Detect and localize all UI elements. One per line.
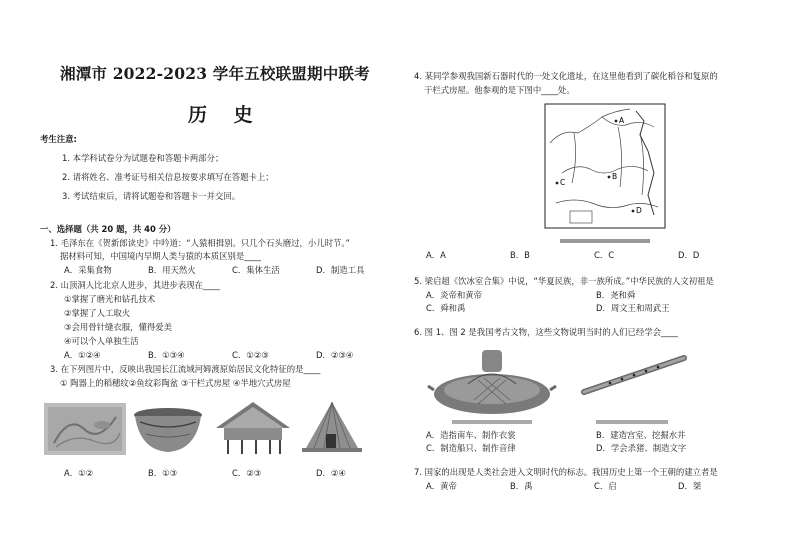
notice-item: 1. 本学科试卷分为试题卷和答题卡两部分； [62,153,224,163]
neolithic-sites-map [544,103,666,239]
page-title: 湘潭市 2022-2023 学年五校联盟期中联考 [60,64,370,83]
option-a[interactable]: A．黄帝 [426,481,457,491]
option-c[interactable]: C．C [594,250,615,260]
notice-heading: 考生注意: [40,134,77,144]
question-7-stem: 7. 国家的出现是人类社会进入文明时代的标志。我国历史上第一个王朝的建立者是 [414,467,718,477]
question-4-stem: 4. 某同学参观我国新石器时代的一处文化遗址，在这里他看到了碳化稻谷和复原的 [414,71,718,81]
figure-1-caption [452,420,532,424]
option-d[interactable]: D．制造工具 [316,265,365,275]
question-2-stem: 2. 山顶洞人比北京人进步，其进步表现在____ [50,280,220,290]
option-b[interactable]: B．用天然火 [148,265,196,275]
option-a[interactable]: A．A [426,250,446,260]
question-3-stem: 3. 在下列图片中，反映出我国长江流域河姆渡原始居民文化特征的是____ [50,364,321,374]
pig-shaped-pottery-image [426,346,558,420]
question-4-stem: 干栏式房屋。他参观的是下图中____处。 [424,85,575,95]
question-6-stem: 6. 图 1、图 2 是我国考古文物，这些文物说明当时的人们已经学会____ [414,327,678,337]
option-c[interactable]: C．舜和禹 [426,303,466,313]
rice-pattern-pottery-image [44,403,126,455]
option-a[interactable]: A．造指南车、制作衣裳 [426,430,516,440]
question-3-items: ① 陶器上的稻穗纹②鱼纹彩陶盆 ③干栏式房屋 ④半地穴式房屋 [60,378,291,388]
map-label-c: C [560,178,566,187]
map-label-a: A [619,116,625,125]
option-c[interactable]: C．集体生活 [232,265,280,275]
question-1-stem: 1. 毛泽东在《贺新郎读史》中吟道：“人猿相揖别。只几个石头磨过，小儿时节。” [50,238,350,248]
map-caption [560,239,650,243]
option-a[interactable]: A．炎帝和黄帝 [426,290,482,300]
option-b[interactable]: B．B [510,250,530,260]
figure-2-caption [596,420,668,424]
question-1-stem: 据材料可知，中国境内早期人类与猿的本质区别是____ [60,251,261,261]
option-b[interactable]: B．禹 [510,481,533,491]
fish-pattern-basin-image [132,406,204,454]
question-2-statement: ②掌握了人工取火 [64,308,131,318]
option-b[interactable]: B．尧和舜 [596,290,636,300]
option-b[interactable]: B．①③ [148,468,178,478]
map-label-b: B [612,172,618,181]
option-c[interactable]: C．制造船只、制作音律 [426,443,516,453]
bone-flute-image [580,352,688,398]
semi-subterranean-house-image [300,400,364,456]
notice-item: 2. 请将姓名、准考证号相关信息按要求填写在答题卡上； [62,172,274,182]
option-c[interactable]: C．①②③ [232,350,269,360]
option-d[interactable]: D．周文王和周武王 [596,303,670,313]
subject-title: 历 史 [188,104,263,126]
option-d[interactable]: D．学会杀猪、制造文字 [596,443,687,453]
option-c[interactable]: C．启 [594,481,617,491]
option-c[interactable]: C．②③ [232,468,262,478]
question-5-stem: 5. 梁启超《饮冰室合集》中说，“华夏民族，非一族所成。”中华民族的人文初祖是 [414,276,714,286]
map-label-d: D [636,206,642,215]
option-d[interactable]: D．②④ [316,468,346,478]
option-d[interactable]: D．②③④ [316,350,354,360]
question-2-statement: ④可以个人单独生活 [64,336,139,346]
option-a[interactable]: A．①②④ [64,350,101,360]
question-2-statement: ③会用骨针缝衣服，懂得爱美 [64,322,173,332]
question-2-statement: ①掌握了磨光和钻孔技术 [64,294,156,304]
option-b[interactable]: B．①③④ [148,350,185,360]
option-d[interactable]: D．D [678,250,700,260]
option-a[interactable]: A．采集食物 [64,265,112,275]
option-a[interactable]: A．①② [64,468,94,478]
option-d[interactable]: D．桀 [678,481,702,491]
stilt-house-image [212,400,294,456]
option-b[interactable]: B．建造宫室、挖掘水井 [596,430,686,440]
notice-item: 3. 考试结束后，请将试题卷和答题卡一并交回。 [62,191,241,201]
section-heading: 一、选择题（共 20 题，共 40 分） [40,224,176,234]
